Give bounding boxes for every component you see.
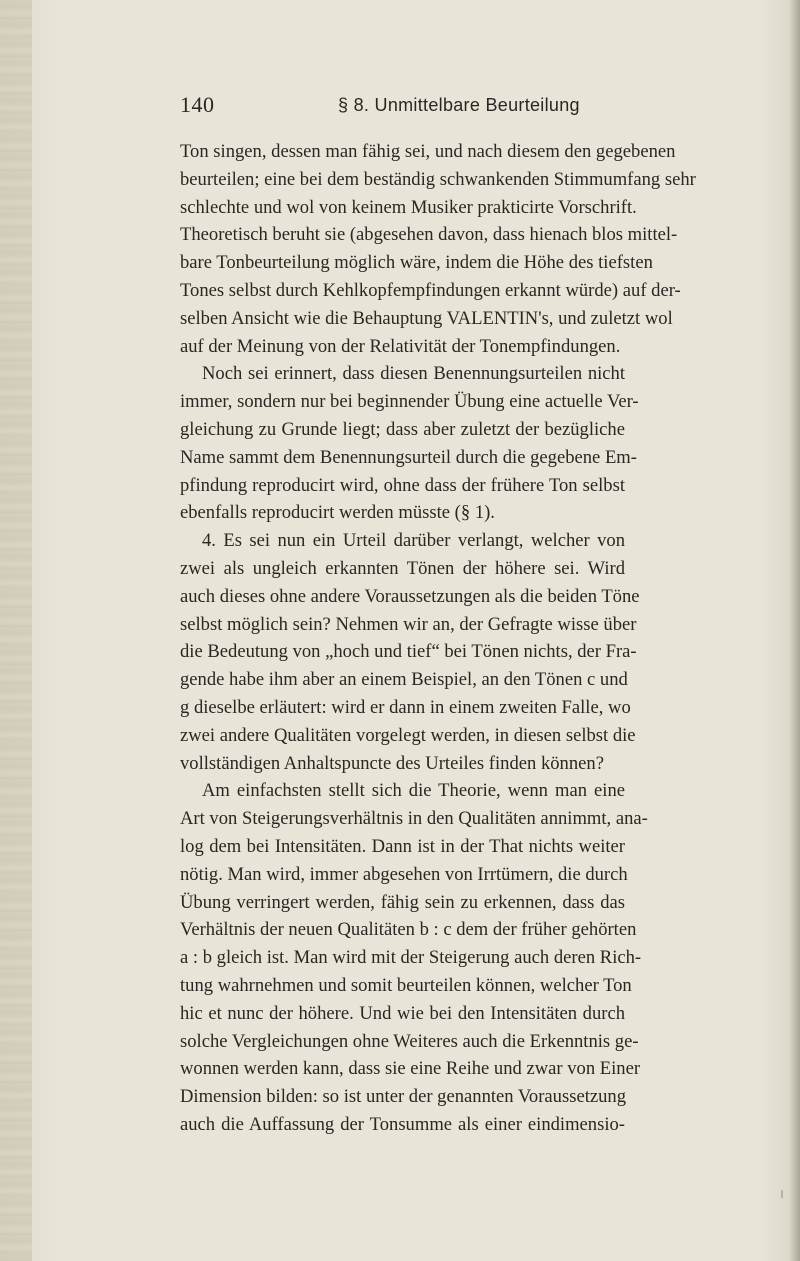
page-right-edge — [790, 0, 800, 1261]
text-line: Am einfachsten stellt sich die Theorie, wenn man eine — [202, 780, 625, 802]
running-head — [180, 92, 625, 126]
text-line: Übung verringert werden, fähig sein zu erkennen, dass das — [180, 891, 625, 913]
text-line: solche Vergleichungen ohne Weiteres auch die Erkenntnis ge- — [180, 1030, 639, 1052]
text-line: 4. Es sei nun ein Urteil darüber verlangt, welcher von — [202, 530, 625, 552]
text-line: auch die Auffassung der Tonsumme als einer eindimensio- — [180, 1113, 625, 1135]
text-line: auch dieses ohne andere Voraussetzungen als die beiden Töne — [180, 585, 640, 607]
text-line: wonnen werden kann, dass sie eine Reihe und zwar von Einer — [180, 1058, 641, 1080]
text-line: gleichung zu Grunde liegt; dass aber zuletzt der bezügliche — [180, 418, 625, 440]
text-line: tung wahrnehmen und somit beurteilen können, welcher Ton — [180, 974, 632, 996]
text-line: ebenfalls reproducirt werden müsste (§ 1). — [180, 502, 495, 524]
text-line: Name sammt dem Benennungsurteil durch die gegebene Em- — [180, 446, 637, 468]
text-line: nötig. Man wird, immer abgesehen von Irrtümern, die durch — [180, 863, 628, 885]
text-line: log dem bei Intensitäten. Dann ist in der That nichts weiter — [180, 835, 625, 857]
section-title: § 8. Unmittelbare Beurteilung — [338, 95, 580, 115]
text-line: selbst möglich sein? Nehmen wir an, der Gefragte wisse über — [180, 613, 637, 635]
text-line: Noch sei erinnert, dass diesen Benennungsurteilen nicht — [202, 363, 625, 385]
text-line: Ton singen, dessen man fähig sei, und nach diesem den gegebenen — [180, 141, 676, 162]
text-line: a : b gleich ist. Man wird mit der Steigerung auch deren Rich- — [180, 947, 642, 969]
text-line: bare Tonbeurteilung möglich wäre, indem die Höhe des tiefsten — [180, 252, 653, 274]
paper-mark — [781, 1190, 783, 1198]
text-line: beurteilen; eine bei dem beständig schwankenden Stimmumfang sehr — [180, 168, 696, 190]
text-line: pfindung reproducirt wird, ohne dass der frühere Ton selbst — [180, 474, 625, 496]
text-line: Theoretisch beruht sie (abgesehen davon, dass hienach blos mittel- — [180, 224, 678, 246]
text-line: immer, sondern nur bei beginnender Übung eine actuelle Ver- — [180, 391, 639, 413]
text-line: zwei andere Qualitäten vorgelegt werden, in diesen selbst die — [180, 724, 636, 746]
text-line: die Bedeutung von „hoch und tief“ bei Tönen nichts, der Fra- — [180, 641, 637, 663]
text-line: Verhältnis der neuen Qualitäten b : c dem der früher gehörten — [180, 919, 637, 941]
text-line: Dimension bilden: so ist unter der genannten Voraussetzung — [180, 1086, 627, 1108]
page-number: 140 — [180, 92, 215, 117]
text-line: gende habe ihm aber an einem Beispiel, an den Tönen c und — [180, 669, 628, 691]
text-line: vollständigen Anhaltspuncte des Urteiles finden können? — [180, 752, 604, 774]
body-text — [180, 138, 696, 1139]
text-line: selben Ansicht wie die Behauptung VALENTIN's, und zuletzt wol — [180, 307, 673, 329]
page-binding-edge — [0, 0, 32, 1261]
text-line: zwei als ungleich erkannten Tönen der höhere sei. Wird — [180, 557, 625, 579]
text-line: Tones selbst durch Kehlkopfempfindungen erkannt würde) auf der- — [180, 279, 681, 301]
text-line: hic et nunc der höhere. Und wie bei den Intensitäten durch — [180, 1002, 625, 1024]
text-line: auf der Meinung von der Relativität der Tonempfindungen. — [180, 335, 621, 357]
text-line: schlechte und wol von keinem Musiker prakticirte Vorschrift. — [180, 196, 637, 218]
text-line: Art von Steigerungsverhältnis in den Qualitäten annimmt, ana- — [180, 808, 648, 830]
text-line: g dieselbe erläutert: wird er dann in einem zweiten Falle, wo — [180, 696, 631, 718]
